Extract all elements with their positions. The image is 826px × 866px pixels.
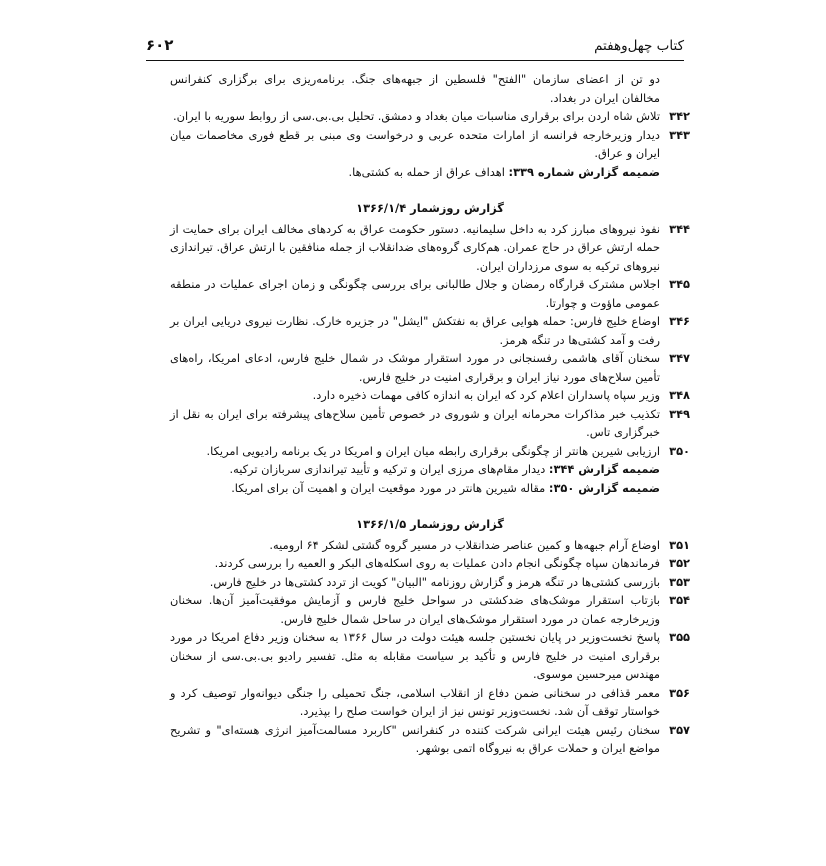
item-number: ۳۵۱ <box>669 537 690 552</box>
item-text: بازتاب استقرار موشک‌های ضدکشتی در سواحل خلیج فارس و آزمایش موفقیت‌آمیز آن‌ها. سخنان وزیرخارجه عمان در مورد استقرار موشک‌های ایران در ساحل شمال خلیج فارس. <box>170 593 660 626</box>
list-item <box>170 442 690 461</box>
list-item <box>170 573 690 592</box>
list-item <box>170 349 690 386</box>
continued-paragraph: دو تن از اعضای سازمان "الفتح" فلسطین از جبهه‌های جنگ. برنامه‌ریزی برای برگزاری کنفرانس مخالفان ایران در بغداد. <box>170 72 660 105</box>
list-item <box>170 684 690 721</box>
list-item <box>170 591 690 628</box>
appendix-text: اهداف عراق از حمله به کشتی‌ها. <box>348 164 509 179</box>
page-content <box>170 70 690 758</box>
item-text: اجلاس مشترک قرارگاه رمضان و جلال طالبانی برای بررسی چگونگی و زمان اجرای عملیات در منطقه عمومی ماؤوت و چوارتا. <box>170 277 660 310</box>
item-number: ۳۵۲ <box>669 556 690 570</box>
item-text: بازرسی کشتی‌ها در تنگه هرمز و گزارش روزنامه "البیان" کویت از تردد کشتی‌ها در خلیج فارس. <box>209 574 660 589</box>
item-text: فرماندهان سپاه چگونگی انجام دادن عملیات به روی اسکله‌های البکر و العمیه را بررسی کردند. <box>214 556 660 570</box>
item-number: ۳۵۶ <box>669 685 690 700</box>
item-number: ۳۵۴ <box>669 593 690 607</box>
section-title: گزارش روزشمار ۱۳۶۶/۱/۵ <box>356 517 504 531</box>
list-item <box>170 386 690 405</box>
appendix-note <box>170 163 690 182</box>
appendix-text: دیدار مقام‌های مرزی ایران و ترکیه و تأیید تیراندازی سربازان ترکیه. <box>229 462 549 476</box>
item-text: معمر قذافی در سخنانی ضمن دفاع از انقلاب اسلامی، جنگ تحمیلی را جنگی دیوانه‌وار توصیف کرد و خواستار توقف آن شد. نخست‌وزیر تونس نیز از ایران خواست صلح را بپذیرد. <box>170 685 660 718</box>
list-item <box>170 536 690 555</box>
item-number: ۳۴۳ <box>669 127 690 142</box>
item-number: ۳۴۸ <box>669 388 690 402</box>
list-item <box>170 554 690 573</box>
list-item <box>170 628 690 684</box>
item-text: اوضاع خلیج فارس: حمله هوایی عراق به نفتکش "ایشل" در جزیره خارک. نظارت نیروی دریایی ایران بر رفت و آمد کشتی‌ها در تنگه هرمز. <box>170 314 660 347</box>
item-number: ۳۵۷ <box>669 722 690 737</box>
item-number: ۳۵۳ <box>669 574 690 589</box>
list-item <box>170 107 690 126</box>
item-number: ۳۴۹ <box>669 406 690 421</box>
item-number: ۳۵۵ <box>669 630 690 644</box>
item-text: وزیر سپاه پاسداران اعلام کرد که ایران به اندازه کافی مهمات ذخیره دارد. <box>312 388 660 402</box>
item-text: نفوذ نیروهای مبارز کرد به داخل سلیمانیه. دستور حکومت عراق به کردهای مخالف ایران برای حمایت از حمله ارتش عراق در حاج عمران. هم‌کاری گروه‌های ضدانقلاب از جمله منافقین با ارتش عراق. تیراندازی نیروهای ترکیه به سوی مرزداران ایران. <box>170 221 660 273</box>
page-number: ۶۰۲ <box>146 36 174 54</box>
item-text: تکذیب خبر مذاکرات محرمانه ایران و شوروی در خصوص تأمین سلاح‌های پیشرفته برای ایران به نقل از خبرگزاری تاس. <box>170 406 660 439</box>
book-title: کتاب چهل‌وهفتم <box>594 38 684 54</box>
list-item <box>170 126 690 163</box>
appendix-note <box>170 479 690 498</box>
item-text: سخنان رئیس هیئت ایرانی شرکت کننده در کنفرانس "کاربرد مسالمت‌آمیز انرژی هسته‌ای" و تشریح مواضع ایران و حملات عراق به نیروگاه اتمی بوشهر. <box>170 722 660 755</box>
item-text: دیدار وزیرخارجه فرانسه از امارات متحده عربی و درخواست وی مبنی بر قطع فوری مخاصمات میان ایران و عراق. <box>170 127 660 160</box>
item-text: تلاش شاه اردن برای برقراری مناسبات میان بغداد و دمشق. تحلیل بی.بی.سی از روابط سوریه با ایران. <box>173 109 660 123</box>
appendix-label: ضمیمه گزارش شماره ۳۳۹: <box>508 164 660 179</box>
item-number: ۳۴۲ <box>669 109 690 123</box>
appendix-text: مقاله شیرین هانتر در مورد موقعیت ایران و اهمیت آن برای امریکا. <box>231 480 549 495</box>
appendix-label: ضمیمه گزارش ۳۵۰: <box>548 480 660 495</box>
list-item <box>170 405 690 442</box>
list-item <box>170 220 690 276</box>
appendix-note <box>170 460 690 479</box>
item-text: پاسخ نخست‌وزیر در پایان نخستین جلسه هیئت دولت در سال ۱۳۶۶ به سخنان وزیر دفاع امریکا در مورد برقراری امنیت در خلیج فارس و تأکید بر سیاست مقابله به مثل. تفسیر رادیو بی.بی.سی از سخنان مهندس میرحسین موسوی. <box>170 630 660 681</box>
section-title: گزارش روزشمار ۱۳۶۶/۱/۴ <box>356 201 504 215</box>
item-number: ۳۵۰ <box>669 443 690 458</box>
list-item <box>170 275 690 312</box>
item-text: ارزیابی شیرین هانتر از چگونگی برقراری رابطه میان ایران و امریکا در یک برنامه رادیویی امریکا. <box>206 443 660 458</box>
item-number: ۳۴۷ <box>669 351 690 365</box>
page-header <box>146 34 684 61</box>
list-item <box>170 312 690 349</box>
item-text: سخنان آقای هاشمی رفسنجانی در مورد استقرار موشک در شمال خلیج فارس، ادعای امریکا، راه‌های تأمین سلاح‌های مورد نیاز ایران و برقراری امنیت در خلیج فارس. <box>170 351 660 384</box>
appendix-label: ضمیمه گزارش ۳۴۴: <box>548 462 660 476</box>
item-text: اوضاع آرام جبهه‌ها و کمین عناصر ضدانقلاب در مسیر گروه گشتی لشکر ۶۴ ارومیه. <box>269 537 660 552</box>
item-number: ۳۴۶ <box>669 314 690 328</box>
list-item <box>170 721 690 758</box>
item-number: ۳۴۴ <box>669 221 690 236</box>
item-number: ۳۴۵ <box>669 277 690 291</box>
